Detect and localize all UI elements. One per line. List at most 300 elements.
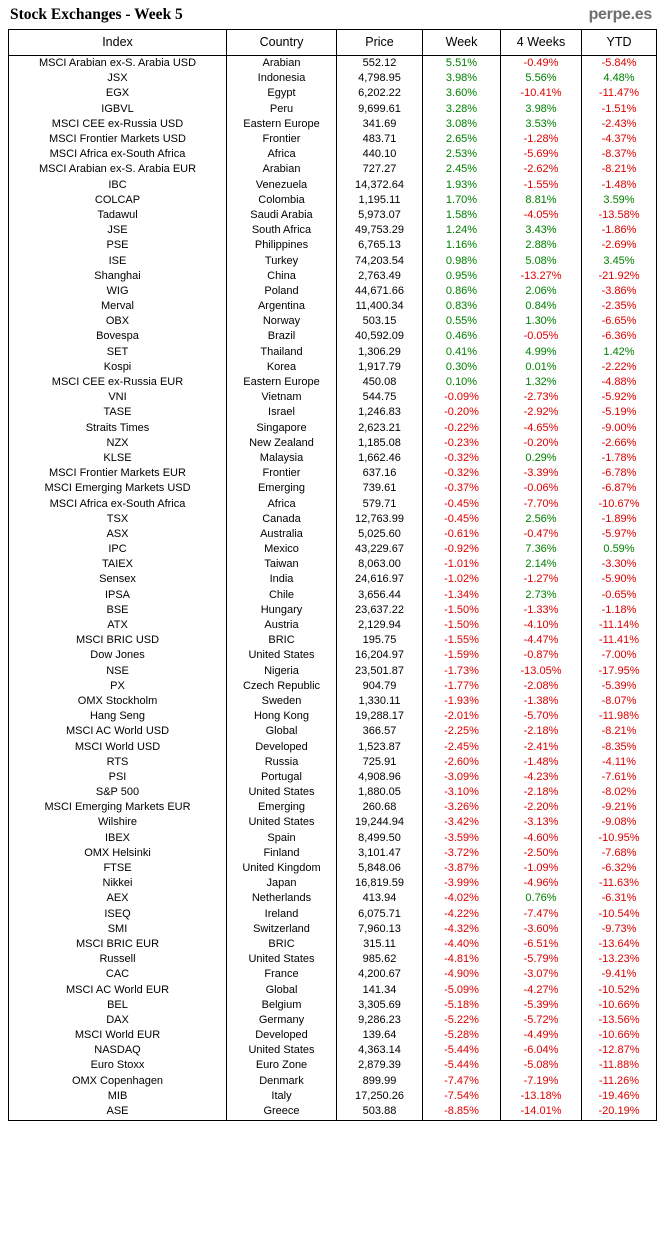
cell-4weeks: 1.32% xyxy=(501,375,582,390)
cell-week: -4.40% xyxy=(423,937,501,952)
table-row xyxy=(9,360,657,375)
cell-index: JSE xyxy=(9,223,227,238)
cell-country: Vietnam xyxy=(227,390,337,405)
cell-4weeks: -4.65% xyxy=(501,421,582,436)
cell-index: COLCAP xyxy=(9,193,227,208)
cell-index: TAIEX xyxy=(9,557,227,572)
cell-index: MSCI CEE ex-Russia USD xyxy=(9,117,227,132)
cell-price: 1,523.87 xyxy=(337,739,423,754)
cell-price: 3,305.69 xyxy=(337,998,423,1013)
cell-week: 0.98% xyxy=(423,253,501,268)
cell-4weeks: -5.69% xyxy=(501,147,582,162)
cell-ytd: -17.95% xyxy=(598,664,640,677)
cell-4weeks: -2.18% xyxy=(501,724,582,739)
cell-ytd: -11.26% xyxy=(598,1074,640,1087)
cell-price: 2,623.21 xyxy=(337,421,423,436)
cell-country: Taiwan xyxy=(227,557,337,572)
cell-4weeks: 0.76% xyxy=(501,891,582,906)
table-row xyxy=(9,527,657,542)
cell-price: 16,819.59 xyxy=(337,876,423,891)
table-row xyxy=(9,375,657,390)
cell-ytd: -10.66% xyxy=(598,1029,640,1042)
cell-week: -1.93% xyxy=(423,694,501,709)
cell-ytd: -19.46% xyxy=(598,1089,640,1102)
cell-4weeks: -4.96% xyxy=(501,876,582,891)
cell-country: Chile xyxy=(227,588,337,603)
cell-week: -1.34% xyxy=(423,588,501,603)
cell-week: 1.58% xyxy=(423,208,501,223)
cell-ytd: -6.87% xyxy=(601,482,637,495)
cell-country: Denmark xyxy=(227,1074,337,1089)
cell-4weeks: 2.56% xyxy=(501,512,582,527)
cell-4weeks: -13.05% xyxy=(501,664,582,679)
cell-price: 19,244.94 xyxy=(337,815,423,830)
cell-price: 8,499.50 xyxy=(337,831,423,846)
table-row xyxy=(9,633,657,648)
page-header xyxy=(8,6,656,29)
cell-week: -5.09% xyxy=(423,982,501,997)
cell-4weeks: -3.39% xyxy=(501,466,582,481)
cell-ytd: -13.64% xyxy=(598,937,640,950)
table-row xyxy=(9,238,657,253)
cell-4weeks: 0.84% xyxy=(501,299,582,314)
cell-week: -0.32% xyxy=(423,466,501,481)
cell-price: 260.68 xyxy=(337,800,423,815)
table-row xyxy=(9,982,657,997)
cell-country: Turkey xyxy=(227,253,337,268)
cell-index: ATX xyxy=(9,618,227,633)
cell-week: -5.44% xyxy=(423,1043,501,1058)
cell-price: 985.62 xyxy=(337,952,423,967)
cell-price: 899.99 xyxy=(337,1074,423,1089)
cell-index: PSI xyxy=(9,770,227,785)
cell-price: 23,637.22 xyxy=(337,603,423,618)
cell-index: RTS xyxy=(9,755,227,770)
cell-ytd: -12.87% xyxy=(598,1044,640,1057)
cell-4weeks: -1.55% xyxy=(501,178,582,193)
cell-index: MSCI World EUR xyxy=(9,1028,227,1043)
table-row xyxy=(9,588,657,603)
cell-country: Russia xyxy=(227,755,337,770)
cell-ytd: -11.98% xyxy=(598,710,640,723)
cell-price: 9,699.61 xyxy=(337,102,423,117)
table-row xyxy=(9,603,657,618)
table-row xyxy=(9,831,657,846)
column-header-index: Index xyxy=(9,30,227,56)
table-row xyxy=(9,132,657,147)
cell-week: 0.86% xyxy=(423,284,501,299)
cell-week: -1.59% xyxy=(423,648,501,663)
table-row xyxy=(9,542,657,557)
table-row xyxy=(9,466,657,481)
cell-country: Israel xyxy=(227,405,337,420)
table-row xyxy=(9,876,657,891)
cell-price: 1,306.29 xyxy=(337,345,423,360)
cell-country: United Kingdom xyxy=(227,861,337,876)
cell-country: New Zealand xyxy=(227,436,337,451)
cell-4weeks: 0.29% xyxy=(501,451,582,466)
table-row xyxy=(9,952,657,967)
cell-week: -0.32% xyxy=(423,451,501,466)
table-row xyxy=(9,299,657,314)
table-row xyxy=(9,922,657,937)
table-row xyxy=(9,618,657,633)
cell-price: 6,765.13 xyxy=(337,238,423,253)
cell-country: Colombia xyxy=(227,193,337,208)
cell-4weeks: 3.98% xyxy=(501,102,582,117)
cell-4weeks: -6.51% xyxy=(501,937,582,952)
cell-index: OMX Copenhagen xyxy=(9,1074,227,1089)
cell-week: -0.61% xyxy=(423,527,501,542)
cell-country: Singapore xyxy=(227,421,337,436)
cell-4weeks: -0.47% xyxy=(501,527,582,542)
cell-index: TSX xyxy=(9,512,227,527)
table-row xyxy=(9,284,657,299)
table-row xyxy=(9,967,657,982)
table-row xyxy=(9,800,657,815)
table-header xyxy=(9,30,657,56)
cell-country: Venezuela xyxy=(227,178,337,193)
cell-4weeks: -2.41% xyxy=(501,739,582,754)
cell-ytd: -21.92% xyxy=(598,269,640,282)
cell-index: S&P 500 xyxy=(9,785,227,800)
cell-price: 195.75 xyxy=(337,633,423,648)
cell-index: IGBVL xyxy=(9,102,227,117)
cell-4weeks: 3.53% xyxy=(501,117,582,132)
cell-index: MSCI CEE ex-Russia EUR xyxy=(9,375,227,390)
cell-country: Czech Republic xyxy=(227,679,337,694)
cell-week: -7.54% xyxy=(423,1089,501,1104)
table-row xyxy=(9,709,657,724)
cell-ytd: -8.21% xyxy=(601,163,637,176)
cell-price: 440.10 xyxy=(337,147,423,162)
cell-country: Saudi Arabia xyxy=(227,208,337,223)
table-row xyxy=(9,907,657,922)
cell-price: 5,848.06 xyxy=(337,861,423,876)
cell-price: 2,879.39 xyxy=(337,1058,423,1073)
table-row xyxy=(9,436,657,451)
cell-price: 4,908.96 xyxy=(337,770,423,785)
cell-week: 5.51% xyxy=(423,56,501,72)
cell-week: 3.60% xyxy=(423,86,501,101)
cell-ytd: -4.88% xyxy=(601,376,637,389)
cell-index: Wilshire xyxy=(9,815,227,830)
cell-ytd: -20.19% xyxy=(598,1105,640,1118)
cell-country: Germany xyxy=(227,1013,337,1028)
cell-week: -4.22% xyxy=(423,907,501,922)
cell-week: -2.01% xyxy=(423,709,501,724)
cell-4weeks: -7.70% xyxy=(501,496,582,511)
cell-week: -3.87% xyxy=(423,861,501,876)
cell-index: OMX Helsinki xyxy=(9,846,227,861)
cell-4weeks: -2.73% xyxy=(501,390,582,405)
cell-week: -3.09% xyxy=(423,770,501,785)
cell-index: SMI xyxy=(9,922,227,937)
cell-price: 544.75 xyxy=(337,390,423,405)
cell-index: MSCI Africa ex-South Africa xyxy=(9,147,227,162)
cell-ytd: -8.21% xyxy=(601,725,637,738)
cell-week: 3.98% xyxy=(423,71,501,86)
stock-exchanges-table xyxy=(8,29,657,1121)
cell-ytd: -11.41% xyxy=(598,634,640,647)
cell-4weeks: -10.41% xyxy=(501,86,582,101)
cell-index: EGX xyxy=(9,86,227,101)
cell-4weeks: 1.30% xyxy=(501,314,582,329)
cell-4weeks: -5.39% xyxy=(501,998,582,1013)
table-row xyxy=(9,572,657,587)
cell-price: 727.27 xyxy=(337,162,423,177)
cell-4weeks: -5.72% xyxy=(501,1013,582,1028)
cell-price: 1,246.83 xyxy=(337,405,423,420)
cell-week: -1.77% xyxy=(423,679,501,694)
cell-week: 0.30% xyxy=(423,360,501,375)
cell-week: 0.46% xyxy=(423,329,501,344)
cell-country: Africa xyxy=(227,496,337,511)
cell-country: India xyxy=(227,572,337,587)
cell-index: KLSE xyxy=(9,451,227,466)
cell-4weeks: -2.18% xyxy=(501,785,582,800)
cell-country: Italy xyxy=(227,1089,337,1104)
table-row xyxy=(9,71,657,86)
cell-week: -0.37% xyxy=(423,481,501,496)
cell-week: 1.16% xyxy=(423,238,501,253)
cell-price: 5,973.07 xyxy=(337,208,423,223)
table-row xyxy=(9,694,657,709)
cell-week: 3.08% xyxy=(423,117,501,132)
cell-index: Nikkei xyxy=(9,876,227,891)
cell-4weeks: -4.23% xyxy=(501,770,582,785)
cell-week: 0.10% xyxy=(423,375,501,390)
column-header-price: Price xyxy=(337,30,423,56)
cell-index: WIG xyxy=(9,284,227,299)
cell-price: 1,330.11 xyxy=(337,694,423,709)
cell-ytd: -11.63% xyxy=(598,877,640,890)
cell-4weeks: -5.08% xyxy=(501,1058,582,1073)
cell-4weeks: 2.14% xyxy=(501,557,582,572)
cell-ytd: -6.36% xyxy=(601,330,637,343)
cell-ytd: -9.41% xyxy=(601,968,637,981)
cell-country: Africa xyxy=(227,147,337,162)
cell-index: MSCI Frontier Markets USD xyxy=(9,132,227,147)
cell-country: Portugal xyxy=(227,770,337,785)
cell-ytd: 4.48% xyxy=(603,72,635,85)
cell-index: SET xyxy=(9,345,227,360)
cell-index: MSCI Emerging Markets EUR xyxy=(9,800,227,815)
cell-week: 0.95% xyxy=(423,269,501,284)
cell-index: ISEQ xyxy=(9,907,227,922)
cell-index: ISE xyxy=(9,253,227,268)
cell-ytd: 1.42% xyxy=(603,345,635,358)
cell-4weeks: 4.99% xyxy=(501,345,582,360)
table-row xyxy=(9,56,657,72)
cell-week: -0.22% xyxy=(423,421,501,436)
cell-index: DAX xyxy=(9,1013,227,1028)
cell-week: 2.45% xyxy=(423,162,501,177)
cell-index: ASX xyxy=(9,527,227,542)
cell-country: Austria xyxy=(227,618,337,633)
cell-week: -5.28% xyxy=(423,1028,501,1043)
cell-country: Spain xyxy=(227,831,337,846)
table-row xyxy=(9,1089,657,1104)
cell-week: -2.60% xyxy=(423,755,501,770)
column-header-country: Country xyxy=(227,30,337,56)
cell-price: 24,616.97 xyxy=(337,572,423,587)
cell-index: IPC xyxy=(9,542,227,557)
cell-index: TASE xyxy=(9,405,227,420)
cell-price: 725.91 xyxy=(337,755,423,770)
table-row xyxy=(9,512,657,527)
cell-country: Frontier xyxy=(227,132,337,147)
cell-week: -0.09% xyxy=(423,390,501,405)
cell-ytd: -7.00% xyxy=(601,649,637,662)
cell-4weeks: 5.08% xyxy=(501,253,582,268)
cell-index: MSCI World USD xyxy=(9,739,227,754)
cell-ytd: -11.14% xyxy=(598,619,640,632)
table-row xyxy=(9,937,657,952)
cell-week: -3.42% xyxy=(423,815,501,830)
table-row xyxy=(9,147,657,162)
cell-week: 1.24% xyxy=(423,223,501,238)
cell-country: Nigeria xyxy=(227,664,337,679)
cell-ytd: -1.51% xyxy=(601,102,637,115)
table-row xyxy=(9,1074,657,1089)
cell-price: 1,880.05 xyxy=(337,785,423,800)
cell-4weeks: -13.27% xyxy=(501,269,582,284)
cell-country: United States xyxy=(227,648,337,663)
cell-country: Developed xyxy=(227,739,337,754)
cell-week: -4.81% xyxy=(423,952,501,967)
cell-week: -0.20% xyxy=(423,405,501,420)
cell-ytd: -10.54% xyxy=(598,907,640,920)
cell-4weeks: 8.81% xyxy=(501,193,582,208)
cell-week: -5.44% xyxy=(423,1058,501,1073)
cell-ytd: -8.07% xyxy=(601,694,637,707)
cell-ytd: -1.86% xyxy=(601,224,637,237)
cell-price: 503.88 xyxy=(337,1104,423,1121)
cell-country: Mexico xyxy=(227,542,337,557)
table-row xyxy=(9,664,657,679)
cell-country: Netherlands xyxy=(227,891,337,906)
cell-ytd: -5.39% xyxy=(601,679,637,692)
cell-ytd: -1.78% xyxy=(601,451,637,464)
cell-index: AEX xyxy=(9,891,227,906)
cell-price: 503.15 xyxy=(337,314,423,329)
cell-4weeks: 2.73% xyxy=(501,588,582,603)
cell-week: -0.45% xyxy=(423,512,501,527)
cell-4weeks: -4.47% xyxy=(501,633,582,648)
cell-ytd: -8.02% xyxy=(601,786,637,799)
cell-index: NZX xyxy=(9,436,227,451)
cell-price: 4,798.95 xyxy=(337,71,423,86)
table-row xyxy=(9,86,657,101)
cell-country: Emerging xyxy=(227,800,337,815)
cell-4weeks: -4.27% xyxy=(501,982,582,997)
cell-price: 19,288.17 xyxy=(337,709,423,724)
cell-ytd: -5.90% xyxy=(601,573,637,586)
cell-country: Egypt xyxy=(227,86,337,101)
cell-ytd: 3.45% xyxy=(603,254,635,267)
cell-price: 904.79 xyxy=(337,679,423,694)
cell-week: -8.85% xyxy=(423,1104,501,1121)
cell-week: -4.32% xyxy=(423,922,501,937)
table-row xyxy=(9,162,657,177)
cell-4weeks: -3.13% xyxy=(501,815,582,830)
cell-4weeks: -0.20% xyxy=(501,436,582,451)
cell-price: 8,063.00 xyxy=(337,557,423,572)
cell-week: 2.65% xyxy=(423,132,501,147)
cell-ytd: -5.97% xyxy=(601,527,637,540)
cell-index: ASE xyxy=(9,1104,227,1121)
table-row xyxy=(9,755,657,770)
cell-4weeks: -1.38% xyxy=(501,694,582,709)
cell-country: Ireland xyxy=(227,907,337,922)
table-row xyxy=(9,785,657,800)
table-row xyxy=(9,102,657,117)
cell-ytd: -10.66% xyxy=(598,998,640,1011)
cell-week: -4.90% xyxy=(423,967,501,982)
cell-ytd: -9.08% xyxy=(601,816,637,829)
cell-price: 9,286.23 xyxy=(337,1013,423,1028)
cell-price: 11,400.34 xyxy=(337,299,423,314)
cell-4weeks: -2.62% xyxy=(501,162,582,177)
cell-4weeks: -0.87% xyxy=(501,648,582,663)
cell-price: 413.94 xyxy=(337,891,423,906)
cell-4weeks: 2.06% xyxy=(501,284,582,299)
cell-ytd: -4.37% xyxy=(601,133,637,146)
cell-price: 739.61 xyxy=(337,481,423,496)
table-row xyxy=(9,193,657,208)
cell-country: Arabian xyxy=(227,162,337,177)
cell-country: Indonesia xyxy=(227,71,337,86)
cell-ytd: -9.73% xyxy=(601,922,637,935)
cell-price: 17,250.26 xyxy=(337,1089,423,1104)
cell-4weeks: -13.18% xyxy=(501,1089,582,1104)
cell-ytd: -8.35% xyxy=(601,740,637,753)
cell-price: 43,229.67 xyxy=(337,542,423,557)
cell-4weeks: -2.92% xyxy=(501,405,582,420)
cell-index: MSCI AC World USD xyxy=(9,724,227,739)
cell-ytd: -2.69% xyxy=(601,239,637,252)
cell-week: -1.01% xyxy=(423,557,501,572)
column-header-ytd: YTD xyxy=(582,30,657,56)
cell-week: -0.45% xyxy=(423,496,501,511)
table-row xyxy=(9,345,657,360)
table-row xyxy=(9,1028,657,1043)
cell-country: Finland xyxy=(227,846,337,861)
cell-country: United States xyxy=(227,952,337,967)
cell-index: Euro Stoxx xyxy=(9,1058,227,1073)
column-header-4weeks: 4 Weeks xyxy=(501,30,582,56)
table-row xyxy=(9,405,657,420)
cell-week: -3.10% xyxy=(423,785,501,800)
cell-ytd: -11.47% xyxy=(598,87,640,100)
cell-ytd: -7.61% xyxy=(601,770,637,783)
cell-price: 6,202.22 xyxy=(337,86,423,101)
cell-price: 579.71 xyxy=(337,496,423,511)
cell-4weeks: -4.10% xyxy=(501,618,582,633)
column-header-week: Week xyxy=(423,30,501,56)
cell-price: 1,662.46 xyxy=(337,451,423,466)
cell-ytd: -5.84% xyxy=(601,57,637,70)
cell-country: France xyxy=(227,967,337,982)
cell-country: Global xyxy=(227,982,337,997)
table-row xyxy=(9,679,657,694)
cell-country: Belgium xyxy=(227,998,337,1013)
cell-country: Japan xyxy=(227,876,337,891)
cell-price: 552.12 xyxy=(337,56,423,72)
table-row xyxy=(9,648,657,663)
cell-price: 12,763.99 xyxy=(337,512,423,527)
